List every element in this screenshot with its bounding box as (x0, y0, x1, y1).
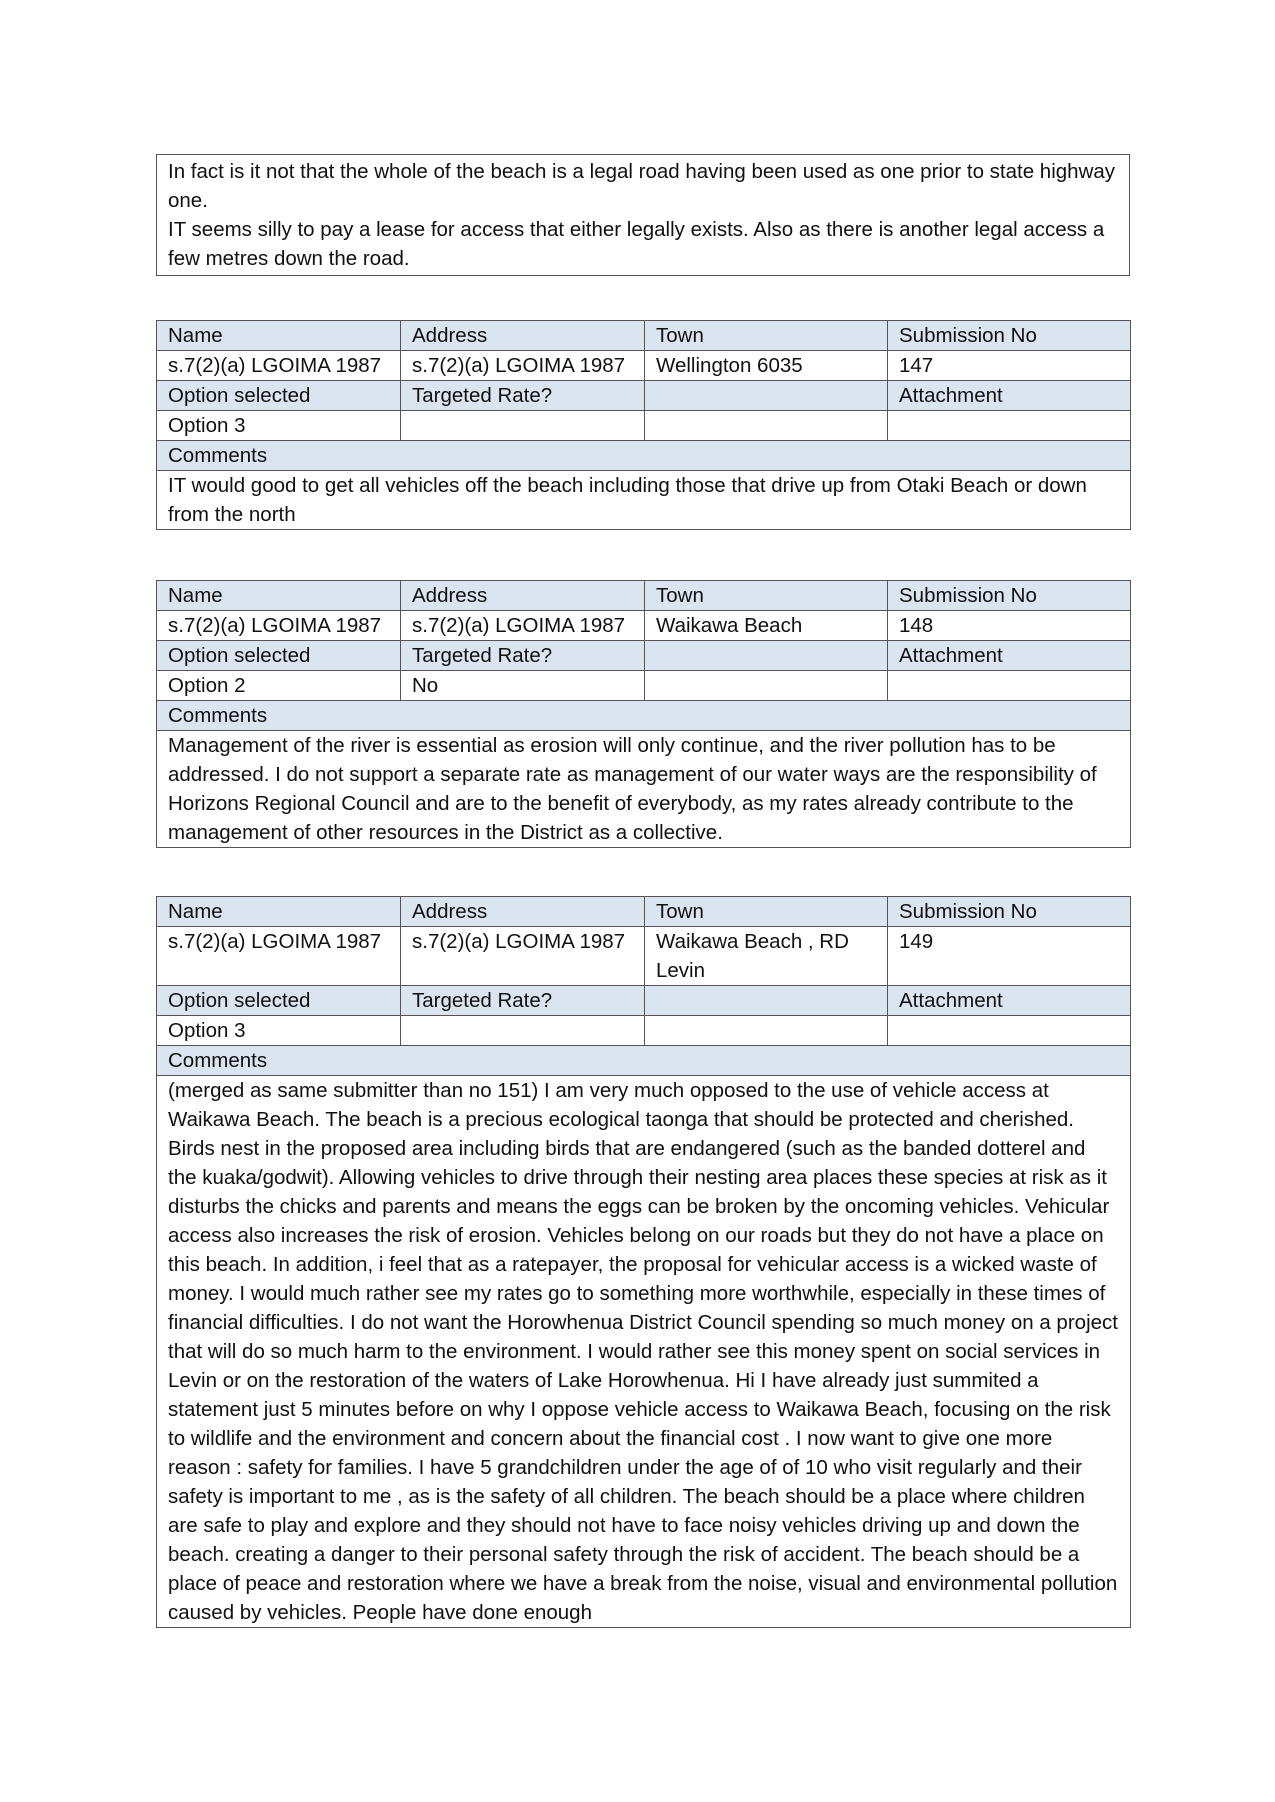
header-row (157, 321, 1131, 351)
option-row (157, 411, 1131, 441)
targeted-rate-label: Targeted Rate? (401, 641, 645, 671)
attachment-value (888, 671, 1131, 701)
attachment-label: Attachment (888, 641, 1131, 671)
targeted-rate-label: Targeted Rate? (401, 381, 645, 411)
empty-header-cell (645, 986, 888, 1016)
name-label: Name (157, 897, 401, 927)
comment-text: IT would good to get all vehicles off the beach including those that drive up from Otaki Beach or down from the north (157, 471, 1131, 530)
option-header-row (157, 986, 1131, 1016)
town-value: Waikawa Beach , RD Levin (645, 927, 888, 986)
option-header-row (157, 641, 1131, 671)
attachment-value (888, 411, 1131, 441)
town-value: Wellington 6035 (645, 351, 888, 381)
comments-label: Comments (157, 441, 1131, 471)
submission-no-label: Submission No (888, 581, 1131, 611)
submission-148 (156, 580, 1130, 848)
submission-table (156, 896, 1131, 1628)
submission-147 (156, 320, 1130, 530)
empty-cell (645, 671, 888, 701)
comment-text: (merged as same submitter than no 151) I am very much opposed to the use of vehicle access at Waikawa Beach. The beach is a precious ecological taonga that should be protected and cherished. Birds nest in the proposed area including birds that are endangered (such as the banded dotterel and the kuaka/godwit). Allowing vehicles to drive through their nesting area places these species at risk as it disturbs the chicks and parents and means the eggs can be broken by the oncoming vehicles. Vehicular access also increases the risk of erosion. Vehicles belong on our roads but they do not have a place on this beach. In addition, i feel that as a ratepayer, the proposal for vehicular access is a wicked waste of money. I would much rather see my rates go to something more worthwhile, especially in these times of financial difficulties. I do not want the Horowhenua District Council spending so much money on a project that will do so much harm to the environment. I would rather see this money spent on social services in Levin or on the restoration of the waters of Lake Horowhenua. Hi I have already just summited a statement just 5 minutes before on why I oppose vehicle access to Waikawa Beach, focusing on the risk to wildlife and the environment and concern about the financial cost . I now want to give one more reason : safety for families. I have 5 grandchildren under the age of of 10 who visit regularly and their safety is important to me , as is the safety of all children. The beach should be a place where children are safe to play and explore and they should not have to face noisy vehicles driving up and down the beach. creating a danger to their personal safety through the risk of accident. The beach should be a place of peace and restoration where we have a break from the noise, visual and environmental pollution caused by vehicles. People have done enough (157, 1076, 1131, 1628)
name-label: Name (157, 321, 401, 351)
submission-149 (156, 896, 1130, 1628)
targeted-rate-value (401, 1016, 645, 1046)
submission-no-label: Submission No (888, 321, 1131, 351)
town-value: Waikawa Beach (645, 611, 888, 641)
submission-table (156, 580, 1131, 848)
attachment-value (888, 1016, 1131, 1046)
empty-cell (645, 411, 888, 441)
option-header-row (157, 381, 1131, 411)
town-label: Town (645, 897, 888, 927)
option-selected-label: Option selected (157, 381, 401, 411)
submission-no-value: 148 (888, 611, 1131, 641)
continued-comment-line: IT seems silly to pay a lease for access that either legally exists. Also as there is another legal access a few metres down the road. (168, 218, 1105, 270)
submission-no-value: 147 (888, 351, 1131, 381)
name-value: s.7(2)(a) LGOIMA 1987 (157, 351, 401, 381)
option-row (157, 1016, 1131, 1046)
option-selected-label: Option selected (157, 986, 401, 1016)
address-label: Address (401, 897, 645, 927)
option-value: Option 2 (157, 671, 401, 701)
town-label: Town (645, 581, 888, 611)
name-value: s.7(2)(a) LGOIMA 1987 (157, 611, 401, 641)
comments-header-row (157, 441, 1131, 471)
targeted-rate-value (401, 411, 645, 441)
submission-no-value: 149 (888, 927, 1131, 986)
details-row (157, 927, 1131, 986)
address-value: s.7(2)(a) LGOIMA 1987 (401, 927, 645, 986)
option-value: Option 3 (157, 1016, 401, 1046)
header-row (157, 581, 1131, 611)
comments-row (157, 731, 1131, 848)
empty-header-cell (645, 381, 888, 411)
name-label: Name (157, 581, 401, 611)
continued-comment-line: In fact is it not that the whole of the beach is a legal road having been used as one prior to state highway one. (168, 160, 1116, 212)
comments-label: Comments (157, 701, 1131, 731)
comments-header-row (157, 1046, 1131, 1076)
town-label: Town (645, 321, 888, 351)
comments-header-row (157, 701, 1131, 731)
option-row (157, 671, 1131, 701)
empty-cell (645, 1016, 888, 1046)
name-value: s.7(2)(a) LGOIMA 1987 (157, 927, 401, 986)
comments-label: Comments (157, 1046, 1131, 1076)
submission-no-label: Submission No (888, 897, 1131, 927)
details-row (157, 351, 1131, 381)
details-row (157, 611, 1131, 641)
attachment-label: Attachment (888, 986, 1131, 1016)
targeted-rate-value: No (401, 671, 645, 701)
attachment-label: Attachment (888, 381, 1131, 411)
address-value: s.7(2)(a) LGOIMA 1987 (401, 351, 645, 381)
address-label: Address (401, 581, 645, 611)
comments-row (157, 1076, 1131, 1628)
address-label: Address (401, 321, 645, 351)
continued-comment-box (156, 154, 1130, 276)
submission-table (156, 320, 1131, 530)
comments-row (157, 471, 1131, 530)
option-value: Option 3 (157, 411, 401, 441)
empty-header-cell (645, 641, 888, 671)
option-selected-label: Option selected (157, 641, 401, 671)
address-value: s.7(2)(a) LGOIMA 1987 (401, 611, 645, 641)
comment-text: Management of the river is essential as erosion will only continue, and the river pollution has to be addressed. I do not support a separate rate as management of our water ways are the responsibility of Horizons Regional Council and are to the benefit of everybody, as my rates already contribute to the management of other resources in the District as a collective. (157, 731, 1131, 848)
header-row (157, 897, 1131, 927)
targeted-rate-label: Targeted Rate? (401, 986, 645, 1016)
